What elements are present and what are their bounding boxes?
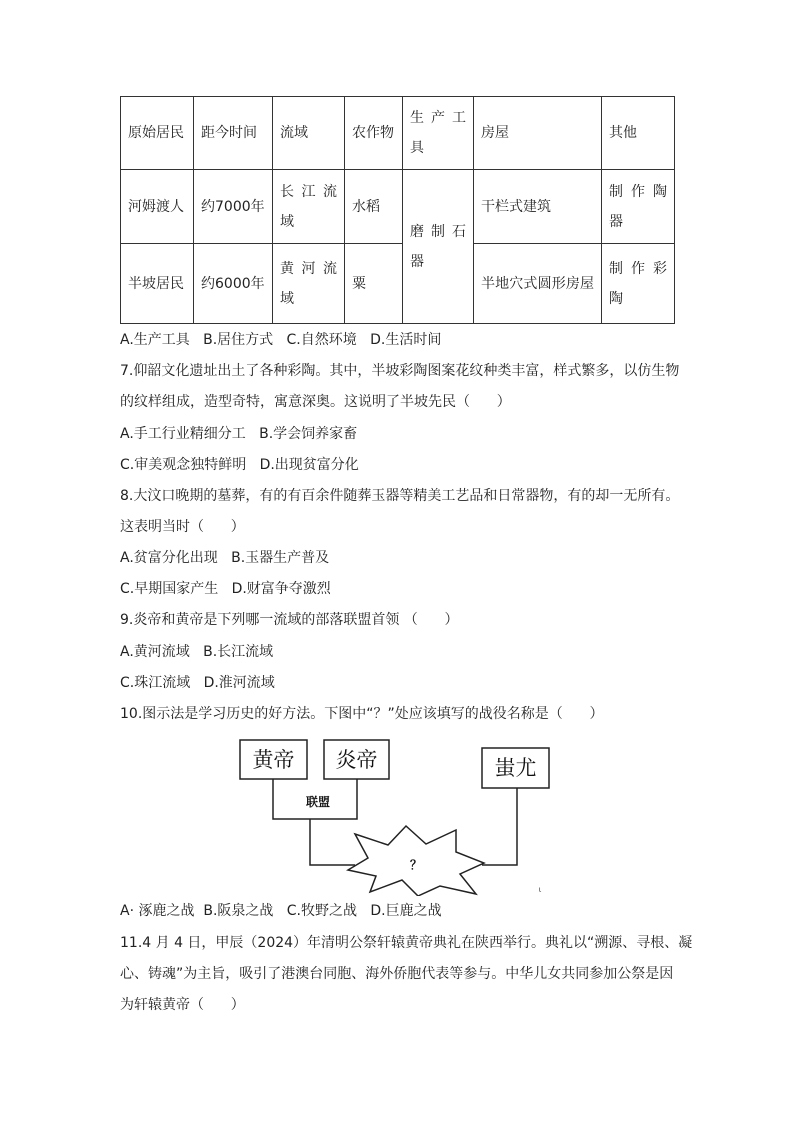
table-cell: 制 作 陶 器 [602, 170, 675, 244]
corner-mark: ι [538, 885, 542, 894]
table-cell: 粟 [345, 244, 403, 324]
q9-stem: 9.炎帝和黄帝是下列哪一流域的部落联盟首领 （ ） [120, 612, 459, 628]
q11-line1: 11.4 月 4 日，甲辰（2024）年清明公祭轩辕黄帝典礼在陕西举行。典礼以“溯源、寻根、凝 [120, 935, 693, 951]
q7-stem-line2: 的纹样组成，造型奇特，寓意深奥。这说明了半坡先民（ ） [120, 394, 511, 410]
q6-options: A.生产工具 B.居住方式 C.自然环境 D.生活时间 [120, 332, 442, 348]
table-cell: 黄 河 流 域 [273, 244, 345, 324]
table-cell: 约7000年 [194, 170, 273, 244]
battle-unknown-label: ？ [409, 858, 423, 872]
table-header-row [121, 97, 675, 170]
table-cell: 半坡居民 [121, 244, 194, 324]
battle-diagram [230, 734, 560, 896]
table-header-cell: 原始居民 [121, 97, 194, 170]
q10-options: A· 涿鹿之战 B.阪泉之战 C.牧野之战 D.巨鹿之战 [120, 903, 442, 919]
q7-options-line1: A.手工行业精细分工 B.学会饲养家畜 [120, 426, 358, 442]
q8-stem-line2: 这表明当时（ ） [120, 519, 245, 535]
table-cell: 干栏式建筑 [474, 170, 602, 244]
huangdi-label: 黄帝 [252, 748, 295, 772]
q9-options-line2: C.珠江流域 D.淮河流域 [120, 675, 275, 691]
table-header-cell: 房屋 [474, 97, 602, 170]
q7-stem-line1: 7.仰韶文化遗址出土了各种彩陶。其中，半坡彩陶图案花纹种类丰富，样式繁多，以仿生物 [120, 363, 680, 379]
table-cell: 制 作 彩 陶 [602, 244, 675, 324]
table-header-cell: 距今时间 [194, 97, 273, 170]
q11-line3: 为轩辕黄帝（ ） [120, 997, 245, 1013]
chiyou-label: 蚩尤 [494, 756, 537, 780]
alliance-label: 联盟 [305, 795, 331, 809]
comparison-table [120, 96, 675, 324]
q9-options-line1: A.黄河流域 B.长江流域 [120, 644, 274, 660]
table-row [121, 170, 675, 244]
table-header-cell: 流域 [273, 97, 345, 170]
yandi-label: 炎帝 [335, 748, 378, 772]
table-cell: 半地穴式圆形房屋 [474, 244, 602, 324]
q8-options-line2: C.早期国家产生 D.财富争夺激烈 [120, 581, 331, 597]
table-cell: 水稻 [345, 170, 403, 244]
q8-options-line1: A.贫富分化出现 B.玉器生产普及 [120, 550, 330, 566]
table-header-cell: 生 产 工 具 [403, 97, 474, 170]
table-cell: 长 江 流 域 [273, 170, 345, 244]
table-header-cell: 农作物 [345, 97, 403, 170]
q7-options-line2: C.审美观念独特鲜明 D.出现贫富分化 [120, 457, 359, 473]
table-cell: 磨 制 石 器 [403, 170, 474, 324]
q11-line2: 心、铸魂”为主旨，吸引了港澳台同胞、海外侨胞代表等参与。中华儿女共同参加公祭是因 [120, 966, 674, 982]
table-row [121, 244, 675, 324]
table-cell: 河姆渡人 [121, 170, 194, 244]
table-header-cell: 其他 [602, 97, 675, 170]
left-connector-line [310, 819, 355, 865]
right-connector-line [482, 788, 517, 865]
q8-stem-line1: 8.大汶口晚期的墓葬，有的有百余件随葬玉器等精美工艺品和日常器物，有的却一无所有。 [120, 488, 680, 504]
table-cell: 约6000年 [194, 244, 273, 324]
q10-stem: 10.图示法是学习历史的好方法。下图中“？”处应该填写的战役名称是（ ） [120, 706, 604, 722]
